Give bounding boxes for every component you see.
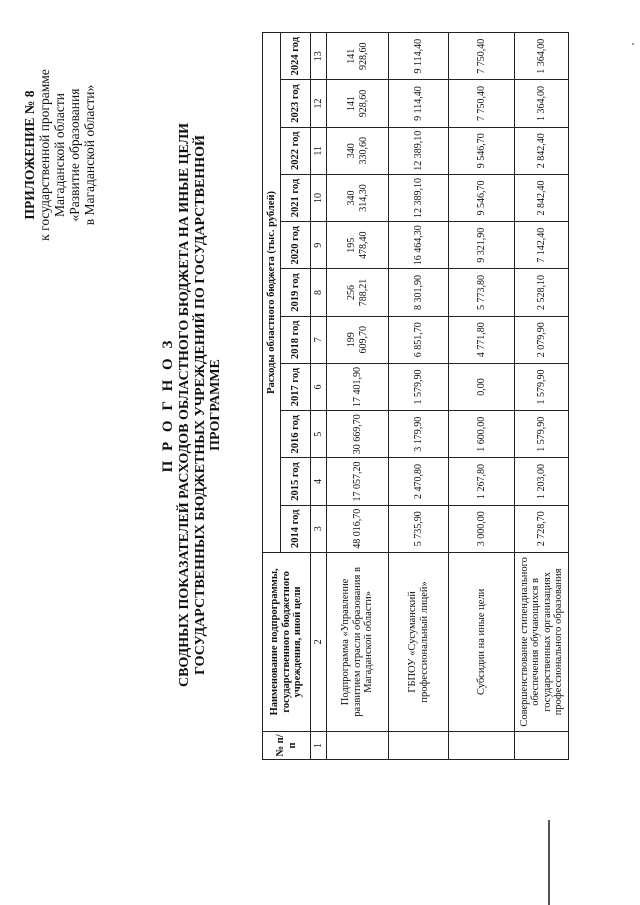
value-cell: 12 389,10 (389, 174, 449, 221)
header-year: 2018 год (281, 316, 311, 363)
index-cell: 4 (311, 458, 327, 505)
table-row (515, 33, 569, 760)
value-cell: 2 470,80 (389, 458, 449, 505)
scan-edge-line (548, 820, 550, 905)
header-num: № п/п (263, 731, 311, 759)
scan-speck (632, 43, 634, 45)
header-year: 2020 год (281, 222, 311, 269)
value-cell: 2 842,40 (515, 127, 569, 174)
index-cell: 1 (311, 731, 327, 759)
row-num (449, 731, 515, 759)
header-year: 2023 год (281, 80, 311, 127)
appendix-title: ПРИЛОЖЕНИЕ № 8 (22, 90, 37, 220)
index-cell: 11 (311, 127, 327, 174)
value-cell: 7 750,40 (449, 33, 515, 80)
row-num (389, 731, 449, 759)
header-year: 2017 год (281, 363, 311, 410)
header-year: 2015 год (281, 458, 311, 505)
row-num (327, 731, 389, 759)
value-cell: 2 079,90 (515, 316, 569, 363)
value-cell: 9 321,90 (449, 222, 515, 269)
value-cell: 1 203,00 (515, 458, 569, 505)
row-num (515, 731, 569, 759)
header-year: 2016 год (281, 411, 311, 458)
header-year: 2019 год (281, 269, 311, 316)
header-year: 2014 год (281, 505, 311, 552)
index-cell: 12 (311, 80, 327, 127)
row-name: Подпрограмма «Управление развитием отрасли образования в Магаданской области» (327, 552, 389, 731)
value-cell: 9 546,70 (449, 174, 515, 221)
index-cell: 9 (311, 222, 327, 269)
value-cell: 1 600,00 (449, 411, 515, 458)
value-cell: 12 389,10 (389, 127, 449, 174)
value-cell: 141 928,60 (327, 33, 389, 80)
index-cell: 10 (311, 174, 327, 221)
value-cell: 195 478,40 (327, 222, 389, 269)
value-cell: 5 773,80 (449, 269, 515, 316)
header-year: 2021 год (281, 174, 311, 221)
value-cell: 2 728,70 (515, 505, 569, 552)
forecast-table (262, 32, 569, 760)
row-name: Субсидии на иные цели (449, 552, 515, 731)
index-cell: 8 (311, 269, 327, 316)
value-cell: 3 179,90 (389, 411, 449, 458)
table-row (449, 33, 515, 760)
value-cell: 340 314,30 (327, 174, 389, 221)
header-year: 2024 год (281, 33, 311, 80)
value-cell: 3 000,00 (449, 505, 515, 552)
value-cell: 16 464,30 (389, 222, 449, 269)
header-year: 2022 год (281, 127, 311, 174)
row-name: Совершенствование стипендиального обеспечения обучающихся в государственных организациях профессионального образования (515, 552, 569, 731)
header-group: Расходы областного бюджета (тыс. рублей) (263, 33, 281, 553)
value-cell: 340 330,60 (327, 127, 389, 174)
value-cell: 199 609,70 (327, 316, 389, 363)
index-cell: 6 (311, 363, 327, 410)
value-cell: 1 579,90 (389, 363, 449, 410)
value-cell: 17 057,20 (327, 458, 389, 505)
table-row (389, 33, 449, 760)
value-cell: 0,00 (449, 363, 515, 410)
index-cell: 5 (311, 411, 327, 458)
index-cell: 3 (311, 505, 327, 552)
value-cell: 48 016,70 (327, 505, 389, 552)
document-heading (160, 55, 224, 755)
appendix-line: «Развитие образования (67, 88, 82, 222)
table-row (327, 33, 389, 760)
value-cell: 5 735,90 (389, 505, 449, 552)
index-cell: 7 (311, 316, 327, 363)
value-cell: 4 771,80 (449, 316, 515, 363)
appendix-line: к государственной программе (37, 69, 52, 241)
index-row (311, 33, 327, 760)
value-cell: 7 750,40 (449, 80, 515, 127)
value-cell: 9 546,70 (449, 127, 515, 174)
value-cell: 6 851,70 (389, 316, 449, 363)
heading-line: ПРОГРАММЕ (208, 359, 223, 451)
appendix-line: в Магаданской области» (82, 84, 97, 226)
appendix-line: Магаданской области (52, 93, 67, 217)
value-cell: 7 142,40 (515, 222, 569, 269)
value-cell: 30 669,70 (327, 411, 389, 458)
value-cell: 1 579,90 (515, 411, 569, 458)
value-cell: 8 301,90 (389, 269, 449, 316)
value-cell: 2 842,40 (515, 174, 569, 221)
value-cell: 9 114,40 (389, 33, 449, 80)
document-title: П Р О Г Н О З (160, 337, 176, 473)
value-cell: 2 528,10 (515, 269, 569, 316)
value-cell: 1 267,80 (449, 458, 515, 505)
value-cell: 1 364,00 (515, 33, 569, 80)
index-cell: 2 (311, 552, 327, 731)
heading-line: СВОДНЫХ ПОКАЗАТЕЛЕЙ РАСХОДОВ ОБЛАСТНОГО БЮДЖЕТА НА ИНЫЕ ЦЕЛИ (177, 122, 192, 688)
value-cell: 1 364,00 (515, 80, 569, 127)
value-cell: 9 114,40 (389, 80, 449, 127)
value-cell: 256 788,21 (327, 269, 389, 316)
index-cell: 13 (311, 33, 327, 80)
heading-line: ГОСУДАРСТВЕННЫХ БЮДЖЕТНЫХ УЧРЕЖДЕНИЙ ПО ГОСУДАРСТВЕННОЙ (192, 135, 208, 675)
value-cell: 141 928,60 (327, 80, 389, 127)
appendix-header (22, 5, 97, 305)
value-cell: 17 401,90 (327, 363, 389, 410)
header-name: Наименование подпрограммы, государственного бюджетного учреждения, иной цели (263, 552, 311, 731)
row-name: ГБПОУ «Сусуманский профессиональный лицей» (389, 552, 449, 731)
value-cell: 1 579,90 (515, 363, 569, 410)
